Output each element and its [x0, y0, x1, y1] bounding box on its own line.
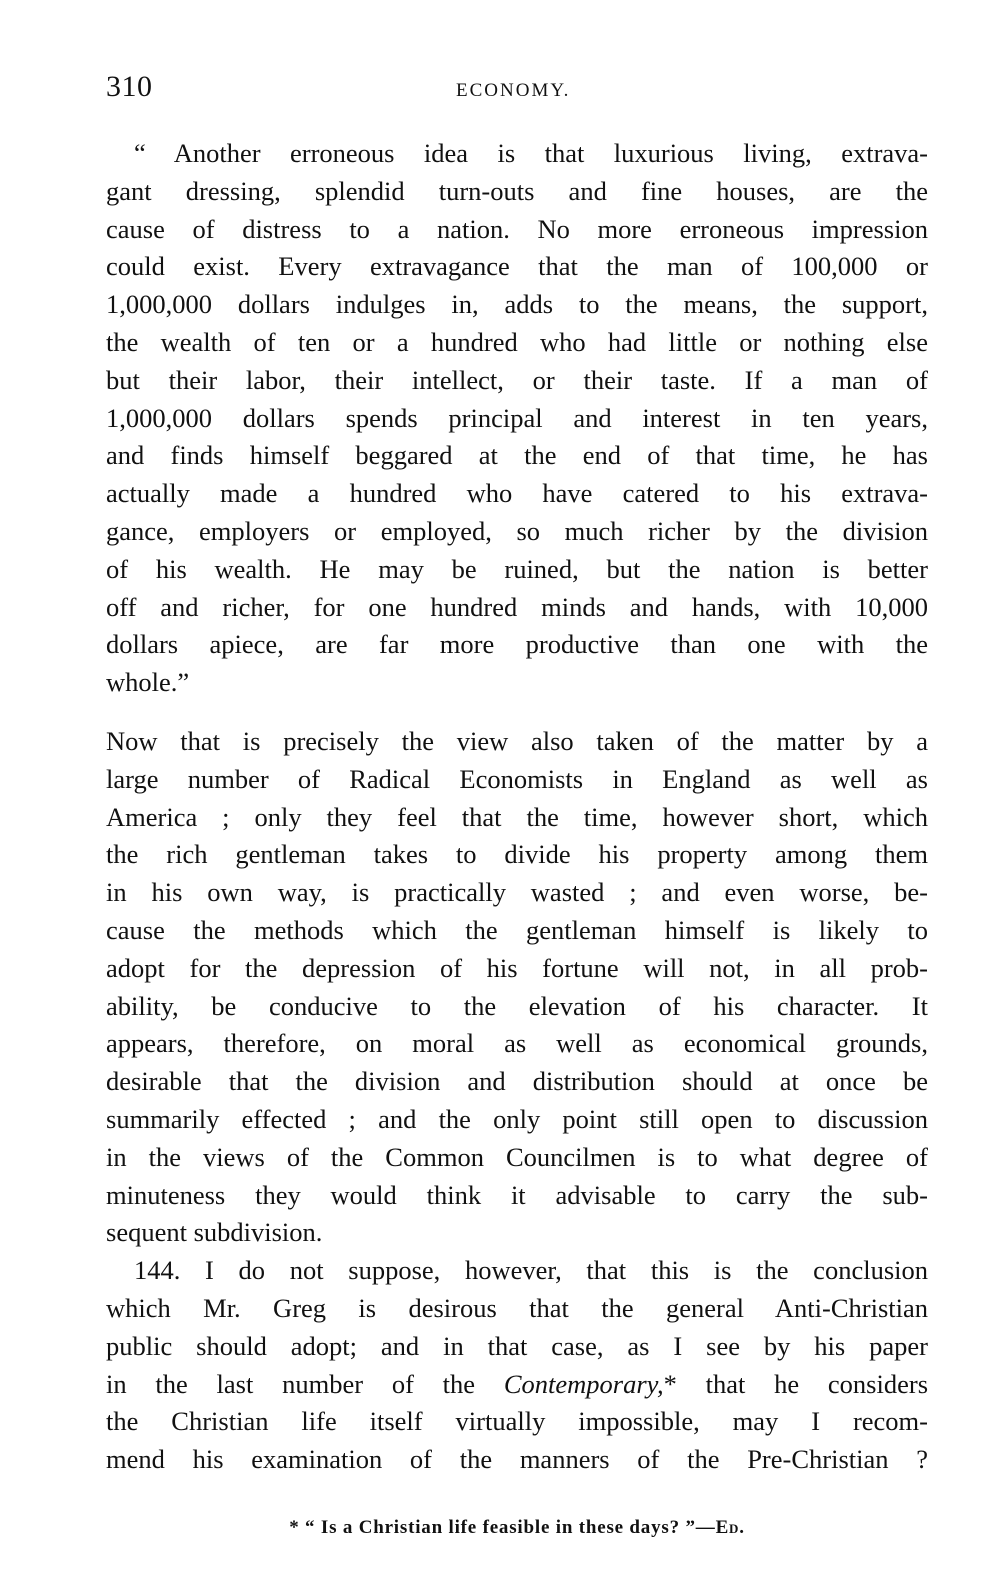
text-line: could exist. Every extravagance that the man of 100,000 or [106, 251, 928, 282]
text-line: the wealth of ten or a hundred who had little or nothing else [106, 326, 928, 357]
body-paragraphs [106, 723, 928, 1479]
text-line: cause of distress to a nation. No more erroneous impression [106, 213, 928, 244]
footnote-text: * “ Is a Christian life feasible in these days? ”— [289, 1517, 716, 1538]
text-line-with-italic [106, 1366, 928, 1404]
footnote [106, 1517, 928, 1539]
text-line: whole.” [106, 667, 190, 698]
text-line: in his own way, is practically wasted ; and even worse, be- [106, 877, 928, 908]
text-line: 1,000,000 dollars spends principal and interest in ten years, [106, 402, 928, 433]
running-head: ECONOMY. [456, 80, 571, 101]
text-line: dollars apiece, are far more productive than one with the [106, 629, 928, 660]
text-line: ability, be conducive to the elevation of his character. It [106, 990, 928, 1021]
page-header [106, 70, 926, 110]
text-line: summarily effected ; and the only point still open to discussion [106, 1103, 928, 1134]
text-line: actually made a hundred who have catered to his extrava- [106, 478, 928, 509]
italic-title-contemporary: Contemporary, [503, 1368, 664, 1399]
text-line: and finds himself beggared at the end of that time, he has [106, 440, 928, 471]
text-run: in the last number of the [106, 1368, 504, 1399]
footnote-ed-rest: d. [729, 1517, 745, 1538]
text-line: public should adopt; and in that case, as I see by his paper [106, 1330, 928, 1361]
text-line: Now that is precisely the view also taken of the matter by a [106, 726, 928, 756]
text-line: off and richer, for one hundred minds and hands, with 10,000 [106, 591, 928, 622]
text-line: of his wealth. He may be ruined, but the nation is better [106, 553, 928, 584]
text-line: sequent subdivision. [106, 1217, 323, 1248]
text-line: gant dressing, splendid turn-outs and fine houses, are the [106, 175, 928, 206]
text-line: gance, employers or employed, so much richer by the division [106, 515, 928, 546]
text-line: minuteness they would think it advisable to carry the sub- [106, 1179, 928, 1210]
text-run: * that he considers [663, 1368, 929, 1399]
text-line: adopt for the depression of his fortune will not, in all prob- [106, 952, 928, 983]
text-line: mend his examination of the manners of the Pre-Christian ? [106, 1444, 928, 1475]
text-line: but their labor, their intellect, or their taste. If a man of [106, 364, 928, 395]
text-line: which Mr. Greg is desirous that the general Anti-Christian [106, 1292, 928, 1323]
page-number: 310 [106, 70, 153, 103]
text-line: 144. I do not suppose, however, that this is the conclusion [134, 1255, 928, 1286]
text-line: desirable that the division and distribution should at once be [106, 1066, 928, 1097]
text-line: in the views of the Common Councilmen is to what degree of [106, 1141, 928, 1172]
quoted-paragraph [106, 135, 928, 702]
text-line: large number of Radical Economists in England as well as [106, 763, 928, 794]
text-line: “ Another erroneous idea is that luxurious living, extrava- [134, 138, 928, 168]
text-line: the Christian life itself virtually impossible, may I recom- [106, 1406, 928, 1437]
text-line: the rich gentleman takes to divide his property among them [106, 839, 928, 870]
text-line: appears, therefore, on moral as well as economical grounds, [106, 1028, 928, 1059]
text-line: America ; only they feel that the time, however short, which [106, 801, 928, 832]
footnote-ed-initial: E [715, 1517, 730, 1538]
text-line: cause the methods which the gentleman himself is likely to [106, 914, 928, 945]
text-line: 1,000,000 dollars indulges in, adds to the means, the support, [106, 289, 928, 320]
